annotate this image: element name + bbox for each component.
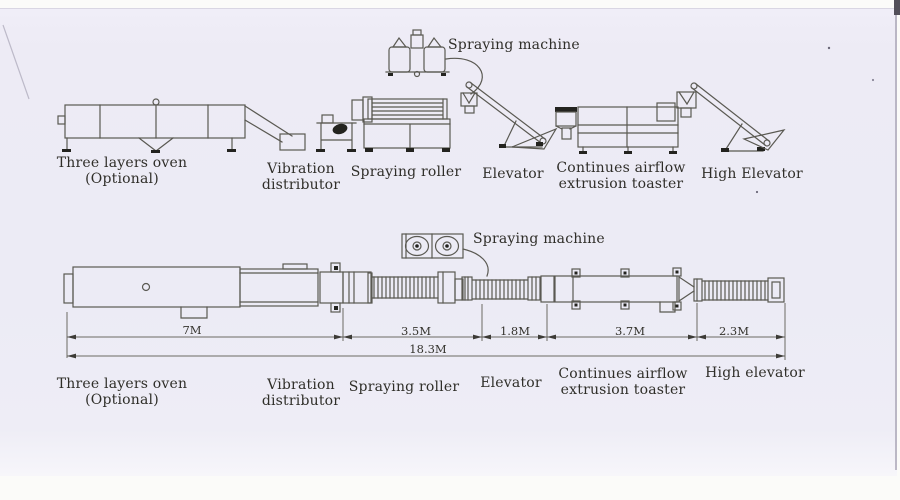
extrusion-toaster-side-drawing xyxy=(555,103,678,154)
plan-high-elevator-label: High elevator xyxy=(705,365,805,381)
plan-oven-label xyxy=(57,376,187,408)
dim-total-length: 18.3M xyxy=(409,342,447,356)
side-spraying-machine-label: Spraying machine xyxy=(448,37,580,53)
plan-spraying-machine-label: Spraying machine xyxy=(473,231,605,247)
side-vibration-label-line1: Vibration xyxy=(267,161,335,177)
dim-spraying-roller-length: 3.5M xyxy=(400,324,432,338)
side-spraying-roller-label: Spraying roller xyxy=(350,164,462,180)
plan-toaster-label-line2: extrusion toaster xyxy=(560,382,686,398)
plan-oven-label-line1: Three layers oven xyxy=(56,376,188,392)
dim-elevator-length: 1.8M xyxy=(499,324,531,338)
plan-vibration-label xyxy=(262,377,340,409)
plan-oven-label-line2: (Optional) xyxy=(85,392,159,408)
spraying-roller-side-drawing xyxy=(352,97,450,152)
side-high-elevator-label: High Elevator xyxy=(701,166,803,182)
side-toaster-label-line2: extrusion toaster xyxy=(558,176,684,192)
plan-vibration-label-line1: Vibration xyxy=(267,377,335,393)
spray-pipe xyxy=(446,58,482,94)
dim-high-elevator-length: 2.3M xyxy=(718,324,750,338)
scan-corner-artifact xyxy=(894,0,900,15)
side-toaster-label-line1: Continues airflow xyxy=(556,160,686,176)
vibration-distributor-side-drawing xyxy=(316,115,356,152)
oven-discharge-chute-drawing xyxy=(245,106,305,150)
plan-toaster-label xyxy=(558,366,687,398)
side-toaster-label xyxy=(556,160,685,192)
high-elevator-side-drawing xyxy=(677,83,784,152)
plan-spraying-roller-label: Spraying roller xyxy=(348,379,460,395)
side-vibration-label xyxy=(262,161,340,193)
plan-elevator-label: Elevator xyxy=(480,375,542,391)
side-oven-label-line1: Three layers oven xyxy=(56,155,188,171)
elevator-side-drawing xyxy=(461,82,556,149)
side-vibration-label-line2: distributor xyxy=(261,177,341,193)
side-oven-label xyxy=(57,155,187,187)
plan-vibration-label-line2: distributor xyxy=(261,393,341,409)
dim-toaster-length: 3.7M xyxy=(614,324,646,338)
production-line-plan-drawing xyxy=(64,263,784,318)
oven-side-drawing xyxy=(58,99,245,153)
side-elevator-label: Elevator xyxy=(482,166,544,182)
plan-toaster-label-line1: Continues airflow xyxy=(558,366,688,382)
spray-pipe-plan xyxy=(463,249,488,276)
side-oven-label-line2: (Optional) xyxy=(85,171,159,187)
scan-right-edge xyxy=(895,10,897,470)
dim-oven-length: 7M xyxy=(182,323,202,337)
